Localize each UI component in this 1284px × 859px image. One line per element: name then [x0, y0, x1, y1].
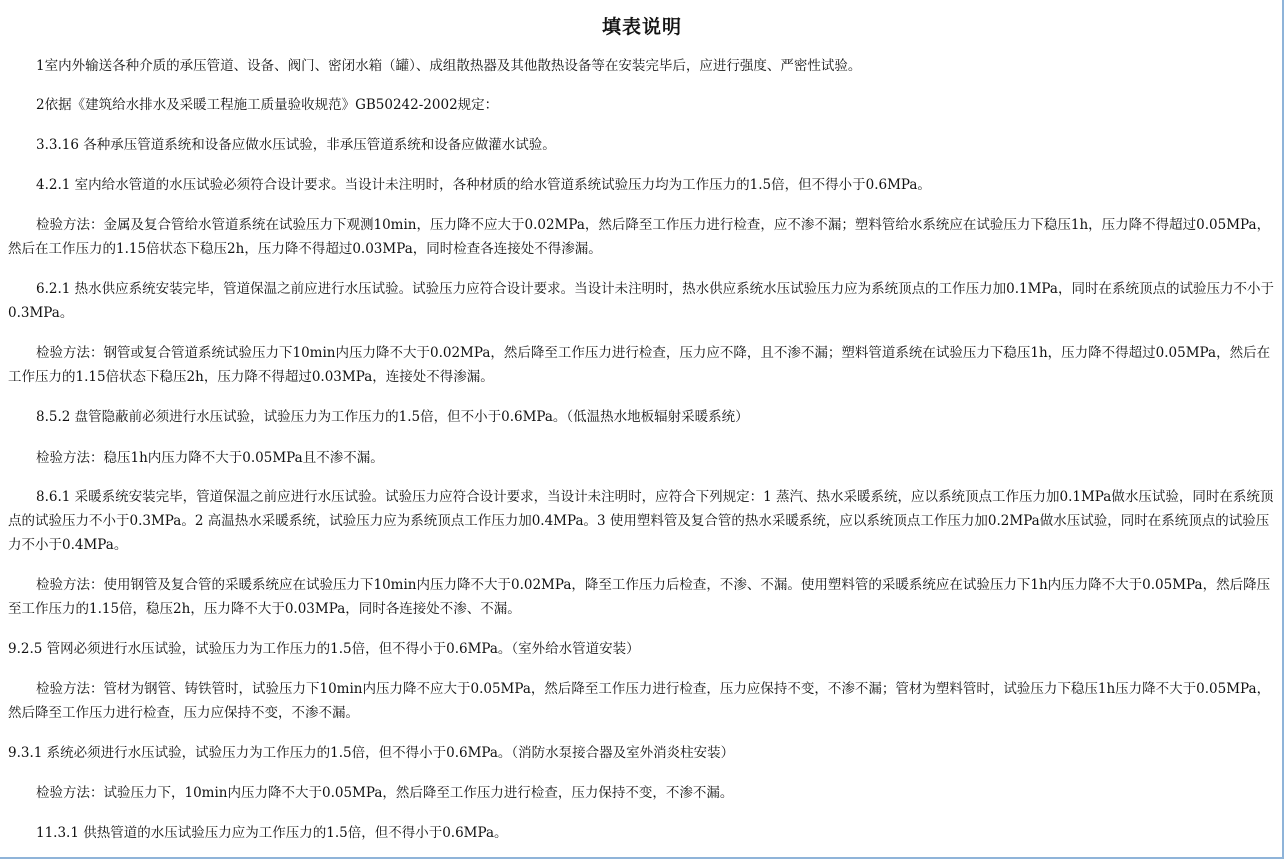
paragraph-1: 1室内外输送各种介质的承压管道、设备、阀门、密闭水箱（罐）、成组散热器及其他散热设备等在安装完毕后，应进行强度、严密性试验。: [36, 58, 862, 74]
inspection-method-8-5-2: 检验方法：稳压1h内压力降不大于0.05MPa且不渗不漏。: [36, 450, 384, 466]
paragraph-2: 2依据《建筑给水排水及采暖工程施工质量验收规范》GB50242-2002规定：: [36, 97, 499, 113]
inspection-method-9-3-1: 检验方法：试验压力下，10min内压力降不大于0.05MPa，然后降至工作压力进行检查，压力保持不变，不渗不漏。: [36, 785, 734, 801]
clause-6-2-1: 6.2.1 热水供应系统安装完毕，管道保温之前应进行水压试验。试验压力应符合设计要求。当设计未注明时，热水供应系统水压试验压力应为系统顶点的工作压力加0.1MPa，同时在系统顶点的试验压力不小于0.3MPa。: [8, 281, 1274, 321]
clause-8-5-2: 8.5.2 盘管隐蔽前必须进行水压试验，试验压力为工作压力的1.5倍，但不小于0.6MPa。（低温热水地板辐射采暖系统）: [36, 409, 749, 425]
clause-8-6-1: 8.6.1 采暖系统安装完毕，管道保温之前应进行水压试验。试验压力应符合设计要求，当设计未注明时，应符合下列规定：1 蒸汽、热水采暖系统，应以系统顶点工作压力加0.1MPa做水压试验，同时在系统顶点的试验压力不小于0.3MPa。2 高温热水采暖系统，试验压力应为系统顶点工作压力加0.4MPa。3 使用塑料管及复合管的热水采暖系统，应以系统顶点工作压力加0.2MPa做水压试验，同时在系统顶点的试验压力不小于0.4MPa。: [8, 489, 1274, 553]
clause-3-3-16: 3.3.16 各种承压管道系统和设备应做水压试验，非承压管道系统和设备应做灌水试验。: [36, 137, 556, 153]
clause-4-2-1: 4.2.1 室内给水管道的水压试验必须符合设计要求。当设计未注明时，各种材质的给水管道系统试验压力均为工作压力的1.5倍，但不得小于0.6MPa。: [36, 177, 931, 193]
page-title: 填表说明: [601, 16, 682, 38]
inspection-method-6-2-1: 检验方法：钢管或复合管道系统试验压力下10min内压力降不大于0.02MPa，然后降至工作压力进行检查，压力应不降，且不渗不漏；塑料管道系统在试验压力下稳压1h，压力降不得超过0.05MPa，然后在工作压力的1.15倍状态下稳压2h，压力降不得超过0.03MPa，连接处不得渗漏。: [8, 345, 1271, 385]
clause-9-2-5: 9.2.5 管网必须进行水压试验，试验压力为工作压力的1.5倍，但不得小于0.6MPa。（室外给水管道安装）: [8, 641, 640, 657]
clause-9-3-1: 9.3.1 系统必须进行水压试验，试验压力为工作压力的1.5倍，但不得小于0.6MPa。（消防水泵接合器及室外消炎柱安装）: [8, 745, 735, 761]
clause-11-3-1: 11.3.1 供热管道的水压试验压力应为工作压力的1.5倍，但不得小于0.6MPa。: [36, 825, 508, 841]
inspection-method-9-2-5: 检验方法：管材为钢管、铸铁管时，试验压力下10min内压力降不应大于0.05MPa，然后降至工作压力进行检查，压力应保持不变，不渗不漏；管材为塑料管时，试验压力下稳压1h压力降不大于0.05MPa，然后降至工作压力进行检查，压力应保持不变，不渗不漏。: [8, 681, 1271, 721]
inspection-method-8-6-1: 检验方法：使用钢管及复合管的采暖系统应在试验压力下10min内压力降不大于0.02MPa，降至工作压力后检查，不渗、不漏。使用塑料管的采暖系统应在试验压力下1h内压力降不大于0.05MPa，然后降压至工作压力的1.15倍，稳压2h，压力降不大于0.03MPa，同时各连接处不渗、不漏。: [8, 577, 1271, 617]
inspection-method-4-2-1: 检验方法：金属及复合管给水管道系统在试验压力下观测10min，压力降不应大于0.02MPa，然后降至工作压力进行检查，应不渗不漏；塑料管给水系统应在试验压力下稳压1h，压力降不得超过0.05MPa，然后在工作压力的1.15倍状态下稳压2h，压力降不得超过0.03MPa，同时检查各连接处不得渗漏。: [8, 217, 1271, 257]
